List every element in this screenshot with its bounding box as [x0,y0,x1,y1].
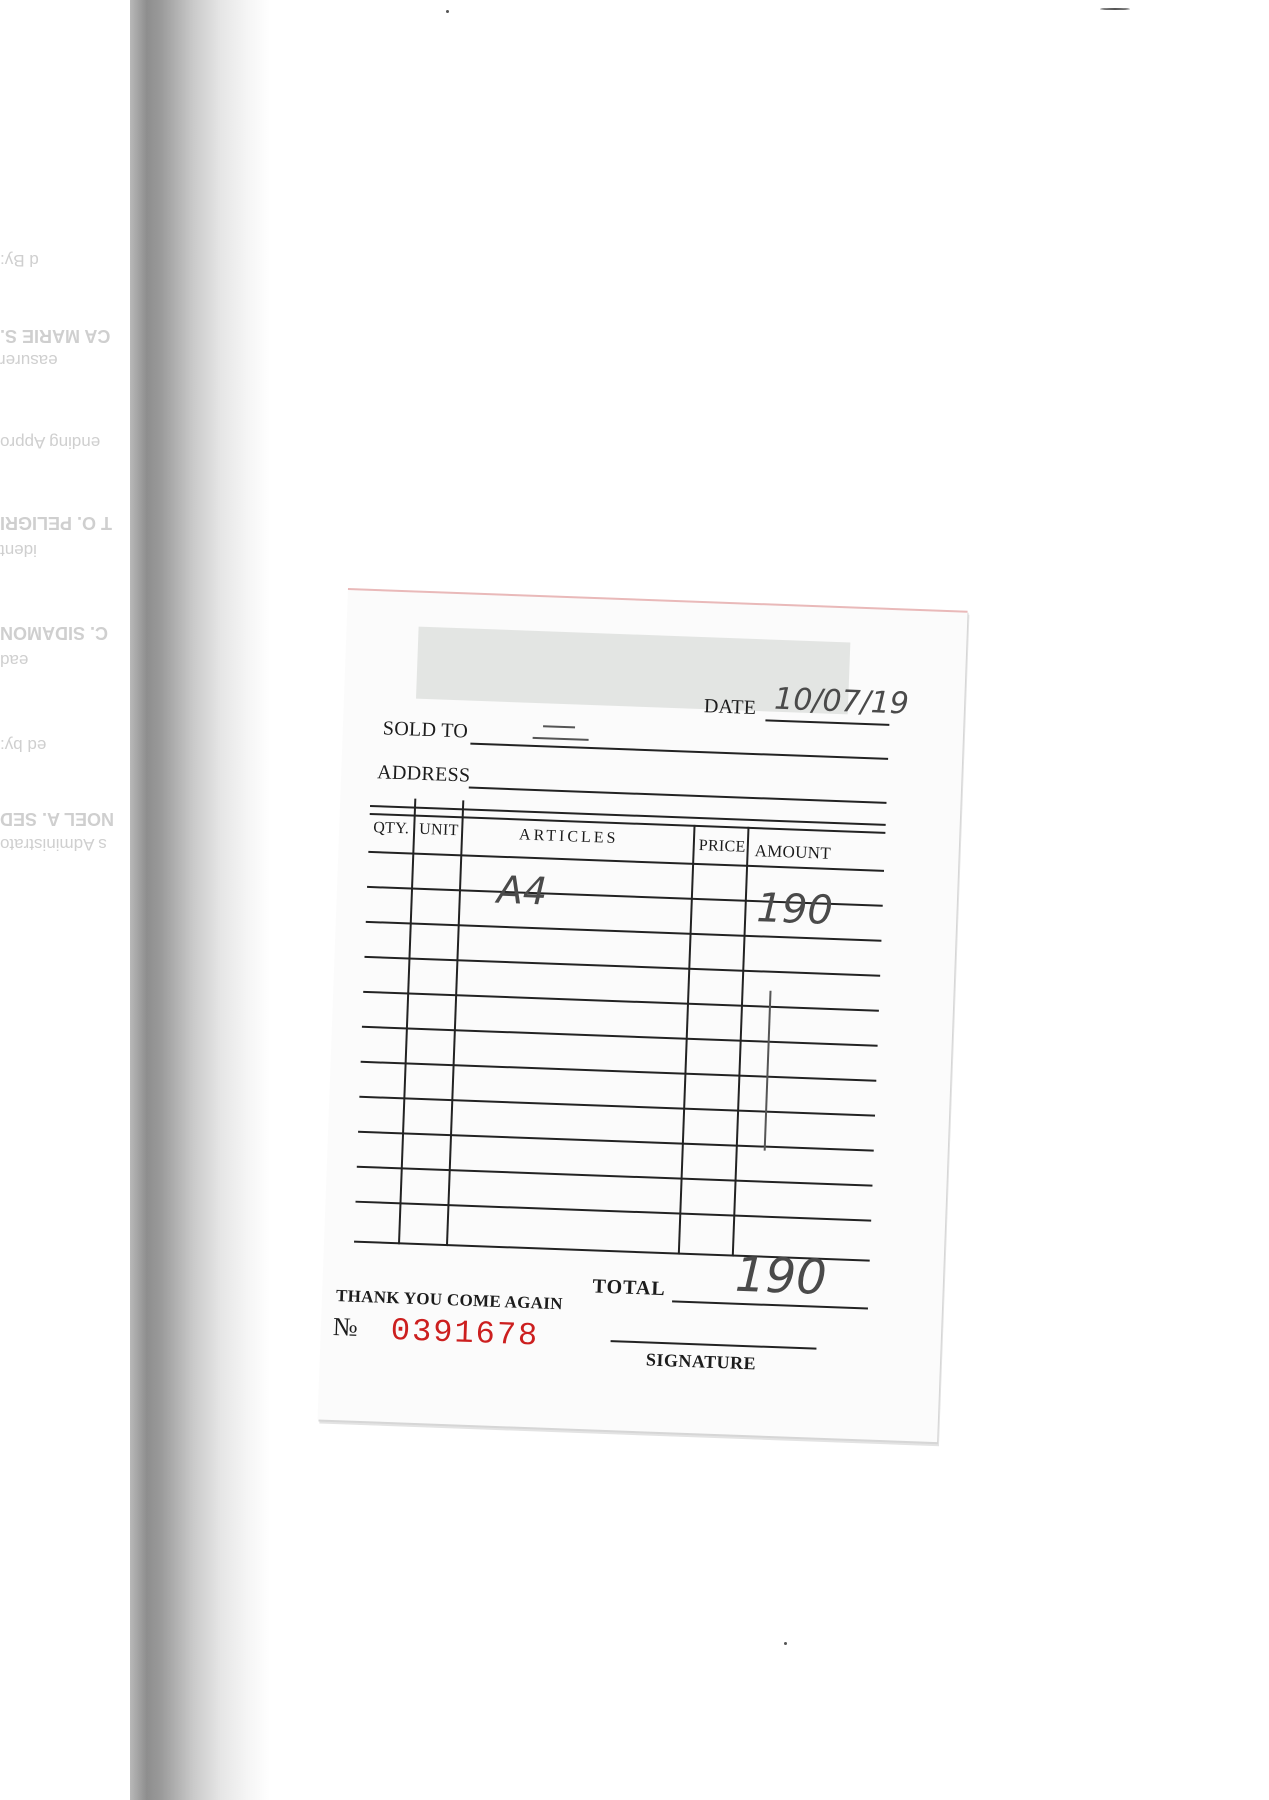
signature-line [611,1340,817,1350]
date-label: DATE [703,695,757,720]
table-row-line [364,956,880,977]
sales-receipt [318,588,968,1442]
column-header-amount: AMOUNT [754,841,832,863]
column-divider [446,800,464,1246]
address-label: ADDRESS [376,761,471,787]
thank-you-message: THANK YOU COME AGAIN [335,1286,564,1314]
sold-to-line [470,743,888,760]
receipt-number: 0391678 [390,1312,540,1355]
date-value: 10/07/19 [773,681,910,722]
address-line [469,787,887,804]
column-header-unit: UNIT [418,820,459,840]
bleed-text-line: s Administrato [0,835,107,854]
bleed-text-line: ed by: [0,736,47,755]
table-row-line [355,1201,871,1222]
table-row-line [358,1131,874,1152]
bleed-text-line: NOEL A. SED [0,809,115,829]
bleed-text-line: ending Appro [0,433,101,452]
line-item-article: A4 [496,867,548,914]
sold-to-mark [533,737,589,741]
column-header-qty: QTY. [372,819,410,838]
table-row-line [362,1026,878,1047]
date-underline [765,719,889,726]
bleed-text-line: T O. PELIGRI [0,513,113,533]
table-row-line [361,1061,877,1082]
table-row-line [363,991,879,1012]
table-row-line [359,1096,875,1117]
scan-speck [1100,8,1130,10]
signature-label: SIGNATURE [645,1349,757,1374]
column-divider [398,799,416,1245]
scan-speck [446,10,449,13]
sold-to-label: SOLD TO [382,717,469,743]
bleed-text-line: d By: [0,251,39,270]
bleed-text-line: ead [0,651,29,670]
sold-to-mark [543,725,575,728]
bleed-text-line: C. SIDAMON [0,623,108,643]
total-value: 190 [734,1246,828,1306]
total-label: TOTAL [592,1275,667,1301]
column-header-price: PRICE [698,837,746,856]
bleed-text-line: ident [0,541,37,560]
line-item-amount: 190 [755,885,834,934]
bleed-text-line: easurer [0,351,58,370]
ditto-mark [764,991,772,1151]
bleed-text-line: CA MARIE S. [0,326,111,346]
number-symbol: № [332,1311,359,1342]
table-row-line [357,1166,873,1187]
scan-speck [784,1642,787,1645]
binding-shadow [130,0,270,1800]
column-header-articles: ARTICLES [518,826,619,848]
